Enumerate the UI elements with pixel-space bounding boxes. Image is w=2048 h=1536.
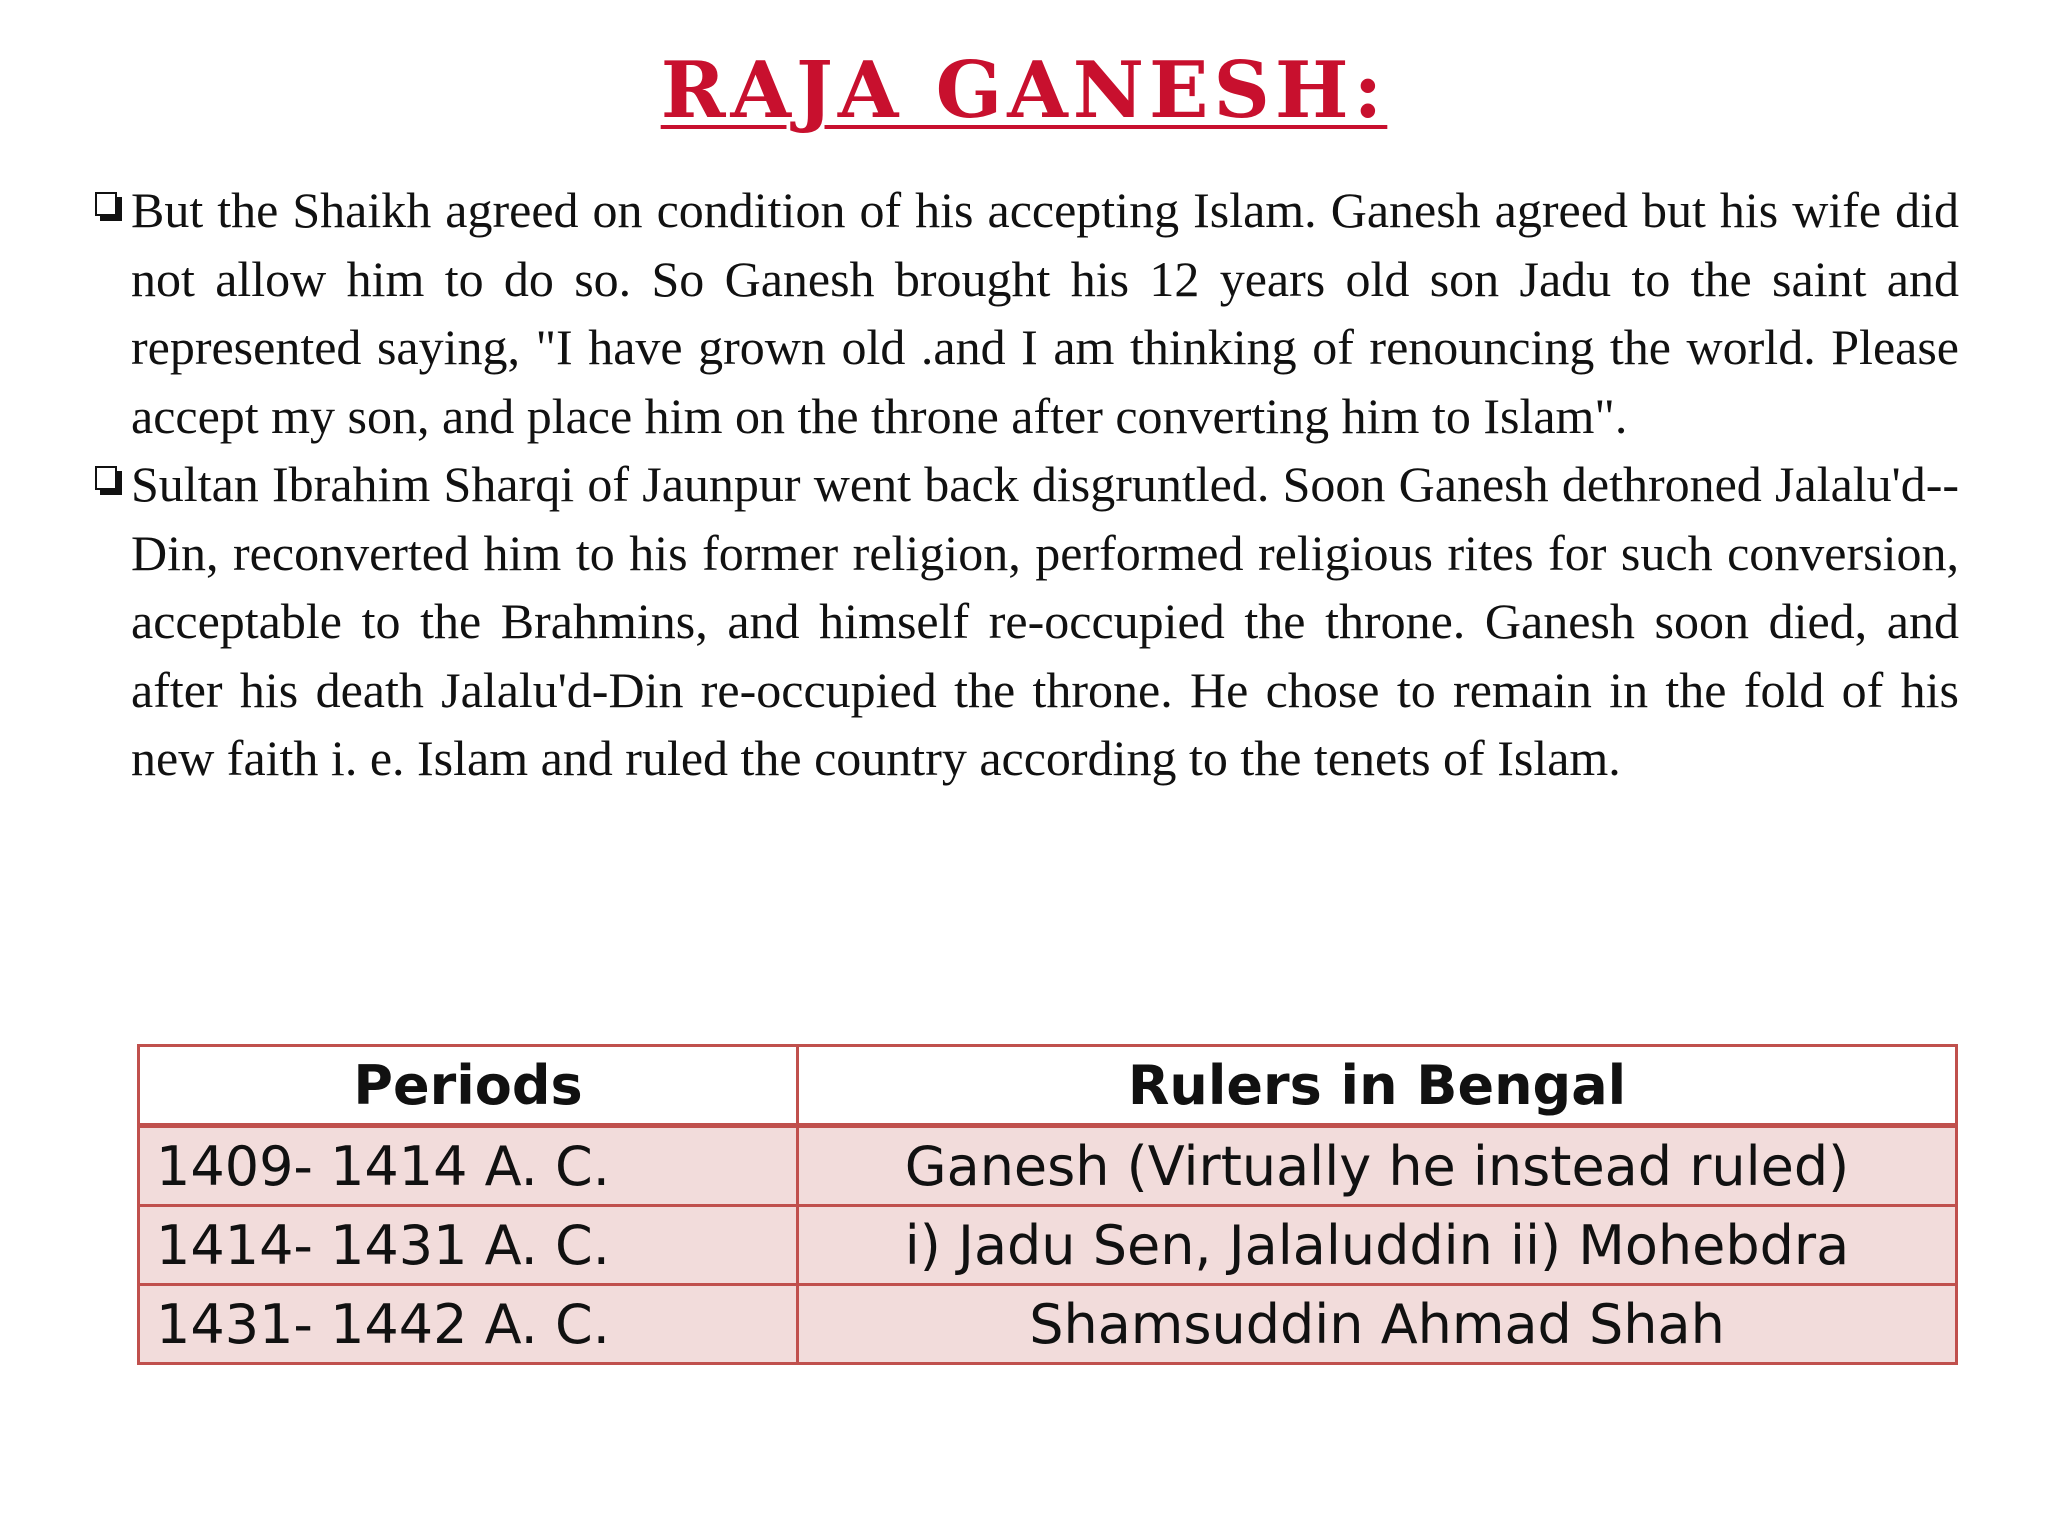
- table-header-row: [139, 1046, 1957, 1126]
- bullet-item: [95, 450, 1959, 793]
- period-cell: 1409- 1414 A. C.: [139, 1126, 798, 1206]
- bullet-list: [95, 176, 1959, 793]
- period-cell: 1414- 1431 A. C.: [139, 1206, 798, 1285]
- table-row: [139, 1126, 1957, 1206]
- checkbox-bullet-icon: [95, 466, 123, 496]
- checkbox-bullet-icon: [95, 192, 123, 222]
- bullet-item: [95, 176, 1959, 450]
- period-cell: 1431- 1442 A. C.: [139, 1285, 798, 1364]
- rulers-header: Rulers in Bengal: [798, 1046, 1957, 1126]
- bullet-text: Sultan Ibrahim Sharqi of Jaunpur went back disgruntled. Soon Ganesh dethroned Jalalu'd--Din, reconverted him to his former religion, performed religious rites for such conversion, acceptable to the Brahmins, and himself re-occupied the throne. Ganesh soon died, and after his death Jalalu'd-Din re-occupied the throne. He chose to remain in the fold of his new faith i. e. Islam and ruled the country according to the tenets of Islam.: [131, 456, 1959, 786]
- bullet-text: But the Shaikh agreed on condition of his accepting Islam. Ganesh agreed but his wife did not allow him to do so. So Ganesh brought his 12 years old son Jadu to the saint and represented saying, "I have grown old .and I am thinking of renouncing the world. Please accept my son, and place him on the throne after converting him to Islam".: [131, 182, 1959, 444]
- ruler-cell: Shamsuddin Ahmad Shah: [798, 1285, 1957, 1364]
- ruler-cell: Ganesh (Virtually he instead ruled): [798, 1126, 1957, 1206]
- ruler-cell: i) Jadu Sen, Jalaluddin ii) Mohebdra: [798, 1206, 1957, 1285]
- table-row: [139, 1206, 1957, 1285]
- table-row: [139, 1285, 1957, 1364]
- rulers-table: [137, 1044, 1958, 1365]
- slide-title: RAJA GANESH:: [660, 45, 1388, 136]
- periods-header: Periods: [139, 1046, 798, 1126]
